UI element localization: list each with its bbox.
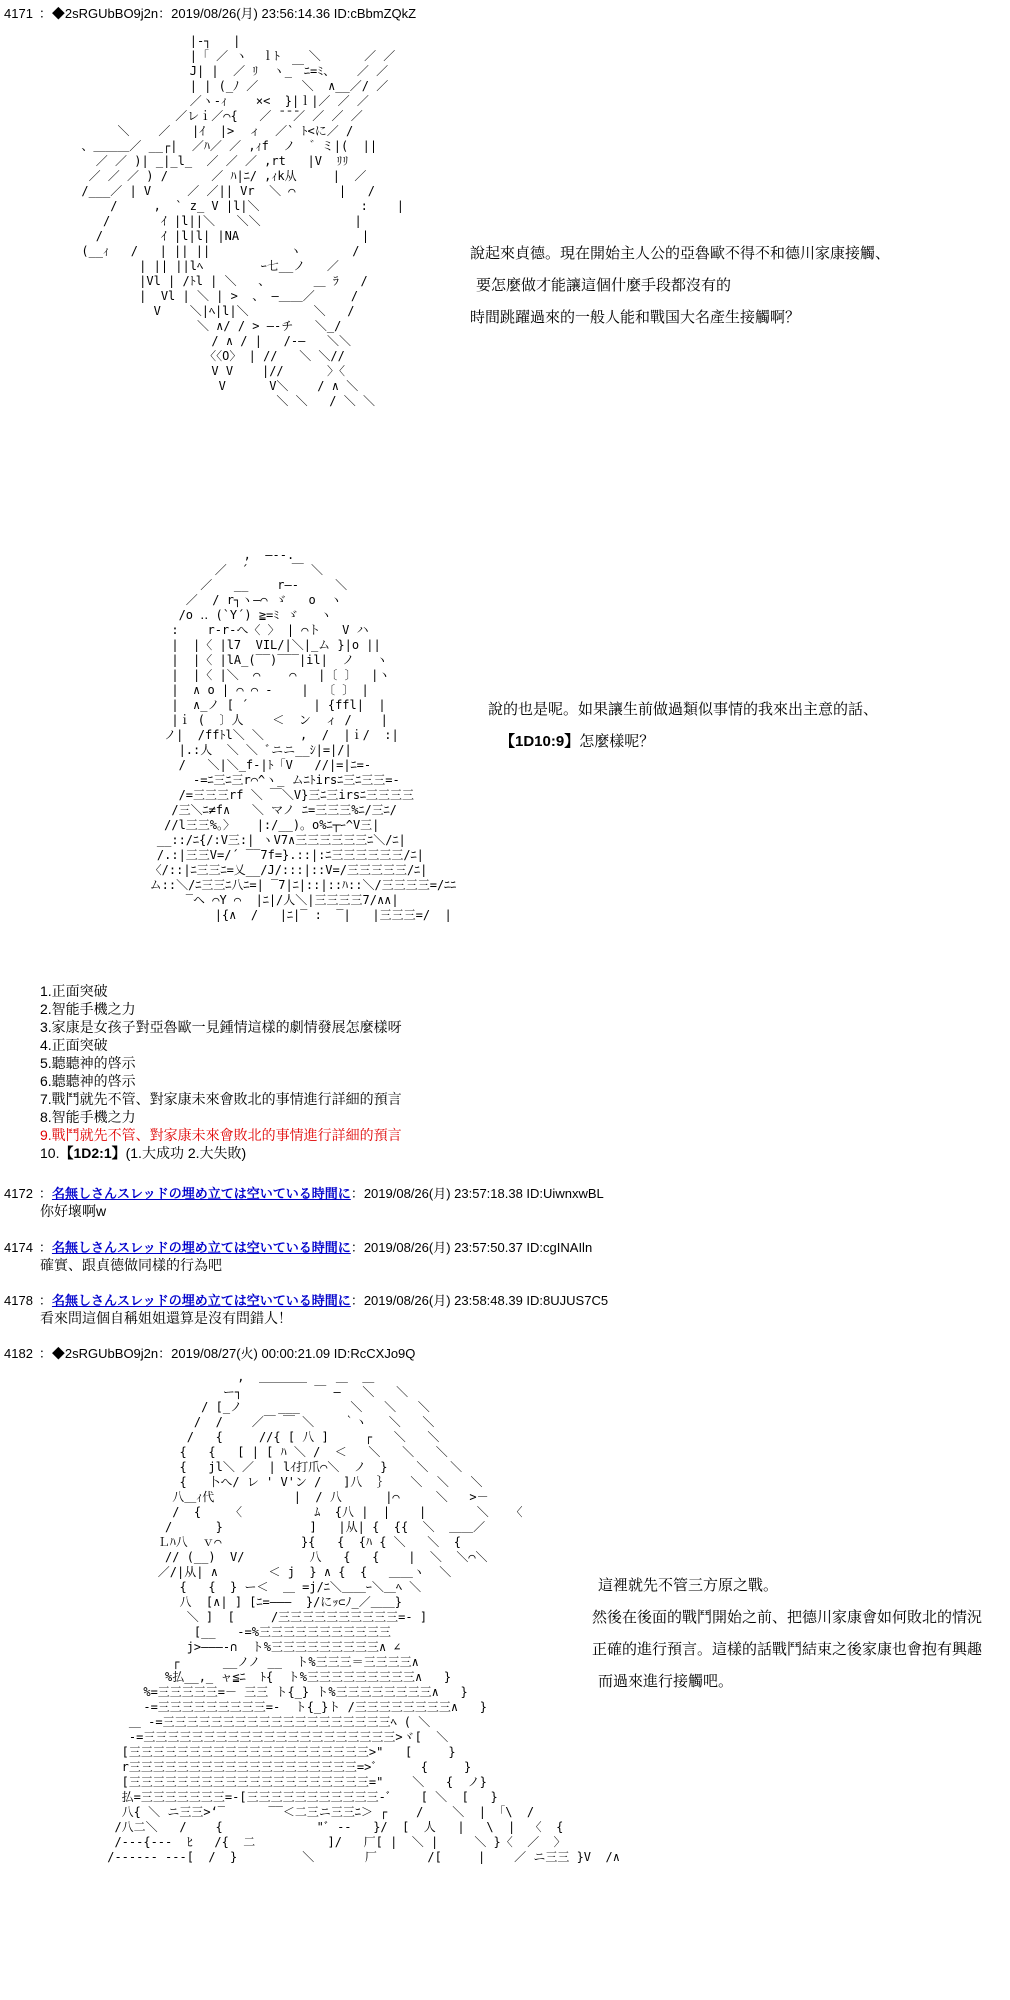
choice-list bbox=[40, 982, 402, 1162]
dialog-jeanne-answer bbox=[488, 694, 878, 758]
dialog-line: 然後在後面的戰鬥開始之前、把德川家康會如何敗北的情況 bbox=[592, 1609, 983, 1626]
post-number[interactable]: 4178 bbox=[4, 1293, 33, 1308]
dialog-jeanne-question bbox=[470, 238, 890, 334]
post-header-4174: 4174 ：名無しさんスレッドの埋め立ては空いている時間に：2019/08/26(月) 23:57:50.37 ID:cgINAIln bbox=[4, 1240, 593, 1255]
post-number[interactable]: 4172 bbox=[4, 1186, 33, 1201]
reply-body: 你好壞啊w bbox=[40, 1203, 107, 1219]
poster-name-link[interactable]: 名無しさんスレッドの埋め立ては空いている時間に bbox=[51, 1240, 351, 1255]
choice-item: 7.戰鬥就先不管、對家康未來會敗北的事情進行詳細的預言 bbox=[40, 1091, 402, 1107]
choice-item-selected: 9.戰鬥就先不管、對家康未來會敗北的事情進行詳細的預言 bbox=[40, 1127, 402, 1143]
poster-name-link[interactable]: 名無しさんスレッドの埋め立ては空いている時間に bbox=[51, 1186, 351, 1201]
dialog-line: 說起來貞德。現在開始主人公的亞魯歐不得不和德川家康接觸、 bbox=[470, 245, 891, 262]
choice-item: 1.正面突破 bbox=[40, 983, 108, 999]
choice-item: 4.正面突破 bbox=[40, 1037, 108, 1053]
ascii-art-character-1: |-┐ | |「 ／ ヽ ｌﾄ ＼ ／ ／ J| | ／ ﾘ ヽ_￣ﾆ=ﾐ、 ／ ／ | | (_ﾉ ／ ＼ ∧__／/ ／ ／ヽ-ｨ ×< }|ｌ|／ ／ ／ ／レｉ／⌒{ ／ ̄ ̄ ̄／ ／ ／ ／ ＼ ／ |ｲ |> ィ ／` ﾄ<に／ / 、＿＿＿／ __┌| ／ﾊ／ ／ ,ｨf ノ ゛ミ|( || ／ ／ )| _|_l_ ／ ／ ／ ,rt |V ﾘﾘ ／ ／ ／ ) / ／ ﾊ|ﾆ/ ,ｨk从 | ／ /___／ | V ／ ／|| Vr ＼ ⌒ | / / , ` z_ V |l|＼ : | / ｲ |l||＼ ＼＼ | / ｲ |l|l| |NA | (__ｨ / | || || ヽ / | || ||lﾍ ｰ七__ノ ／ |Vl | /ﾄl | ＼ 、 ＿ ﾗ / | Vl | ＼ | > 、 ―＿＿／ / V ＼|ﾍ|l|＼ ＼ / ＼ ∧/ / > ―-チ ＼_/ / ∧ / | /‐― ＼＼ 〈〈O〉 | // ＼ ＼// V V |// 〉〈 V V＼ / ∧ ＼ ＼ ＼ / ＼ ＼ bbox=[81, 34, 405, 408]
post-number[interactable]: 4171 bbox=[4, 6, 33, 21]
post-header-4172: 4172 ：名無しさんスレッドの埋め立ては空いている時間に：2019/08/26(月) 23:57:18.38 ID:UiwnxwBL bbox=[4, 1186, 604, 1201]
dialog-prophecy-plan bbox=[592, 1570, 982, 1698]
post-date: ：2019/08/27(火) 00:00:21.09 ID:RcCXJo9Q bbox=[158, 1346, 416, 1361]
choice-item: 3.家康是女孩子對亞魯歐一見鍾情這樣的劇情發展怎麼樣呀 bbox=[40, 1019, 402, 1035]
dialog-line: 這裡就先不管三方原之戰。 bbox=[598, 1577, 779, 1594]
post-date: ：2019/08/26(月) 23:58:48.39 ID:8UJUS7C5 bbox=[350, 1293, 609, 1308]
dialog-line: 要怎麼做才能讓這個什麼手段都沒有的 bbox=[476, 277, 732, 294]
reply-body: 確實、跟貞德做同樣的行為吧 bbox=[40, 1257, 222, 1273]
reply-body: 看來問這個自稱姐姐還算是沒有問錯人！ bbox=[40, 1310, 292, 1326]
ascii-art-character-3: , ＿＿＿＿ ＿ ＿ ー┐ ￣ ― ＼ ＼ / [_ノ ___ ＼ ＼ ＼ / / ／￣ ￣ ＼ ｀ヽ ＼ ＼ / { //{ [ 八 ] ┌ ＼ ＼ { { [ | [ ﾊ ＼ / ＜ ＼ ＼ ＼ { jl＼ ／ | lｲ打爪⌒＼ ノ } ＼ ＼ { 卜へ/ レ ' V'ン / ]八 ｝ ＼ ＼ ＼ 八＿ｨ代 | / 八 |⌒ ＼ >－ / { 〈 ﾑ {八 | | | ＼ 〈 / } ] |从| { {{ ＼ ＿＿／ Ｌﾊ八 ｖ⌒ }{ { {ﾊ { ＼ ＼ { // (__) V/ 八 { { | ＼ ＼⌒＼ ／/|从| ∧ ＜ j } ∧ { { ＿＿ヽ ＼ { { } ー＜ ＿ =j/ﾆ＼＿＿ｰ＼＿ﾍ ＼ 八 [∧| ] [ﾆ=――― }/にｯ⊂ﾉ_／＿＿} ＼ ] [ /三三三三三三三三三三=- ] [__ -=%三三三三三三三三三三三 j>―――‐∩ ト%三三三三三三三三三∧ ∠ ┌ __ノノ __ ト%三三三＝三三三三∧ %払__,_ ャ≦ﾆ ﾄ{ ト%三三三三三三三三三∧ } %=三三三三三=－ 三三 ト{_} ト%三三三三三三三三∧ } -=三三三三三三三三三=- ト{_}ト /三三三三三三三三∧ } ＿ -=三三三三三三三三三三三三三三三三三三三ﾍ ( ＼ ‐=三三三三三三三三三三三三三三三三三三三三三>ヾ[ ＼ [三三三三三三三三三三三三三三三三三三三三>" [ } r三三三三三三三三三三三三三三三三三三三=>ﾞ { } [三三三三三三三三三三三三三三三三三三三三=" ＼ { ノ} 払=三三三三三三三=-[三三三三三三三三三三三-ﾞ [ ＼ [ } 八{ ＼ ニ三三>‘‾ ‾‾＜二三ニ三三ﾆ＞ ┌ / ＼ | 「\ / /八二＼ / { "ﾞ ‐‐ }/ [ 人 | \ | 〈 { /---{--- ﾋ /{ 二 ]/ 厂[ | ＼ | ＼ }〈 ／ 〉 /------ ---[ / } ＼ 厂 /[ | ／ ニ三三 }V /∧ bbox=[107, 1370, 620, 1864]
dialog-line: 正確的進行預言。這樣的話戰鬥結束之後家康也會抱有興趣 bbox=[592, 1641, 983, 1658]
post-date: ：2019/08/26(月) 23:57:18.38 ID:UiwnxwBL bbox=[350, 1186, 604, 1201]
ascii-art-character-2: , ―-‐. ／ ´ ￣ ＼ ／ __ r―- ＼ ／ / r┐ヽ―⌒ ゞ o ヽ /o ‥ (`Y´) ≧=ﾐ ゞ ヽ : r‐r-へ〈 〉 | ⌒ト V ハ | |〈 |l7 VIL/|＼|_ム }|o || | |〈 |lA_(‾‾)‾‾‾|il| ノ ヽ | |〈 |＼ ⌒ ⌒ |〔 〕 |ヽ | ∧ o | ⌒ ⌒ ‐ | 〔 〕 | | ∧_ノ [ ´ | {ffl| | |ｉ ( 〕人 ＜ ン ィ / | ノ| /ffﾄl＼ ＼ , / |ｉ/ :| |.:人 ＼ ＼ ﾞニニ__ｼ|=|/| / ＼|＼_f‐|ﾄ「V //|=|ﾆ=- -=ﾆ三ﾆ三r⌒^ヽ_ ムﾆﾄirsﾆ三ﾆ三三=- /=三三三rf ＼ ￣＼V}三ﾆ三irsﾆ三三三三 /三＼ﾆ≠f∧ ＼ マノ ﾆ=三三三%ﾆ/三ﾆ/ //l三三%。〉 |:/__)。o%ﾆ┬ｰ^V三| __::/ﾆ{/:V三:| ヽV7∧三三三三三三ﾆ＼/ﾆ| /.:|三三V=/´ ‾‾7f=}.::|:ﾆ三三三三三三/ﾆ| 〈/::|ﾆ三三ﾆ=乂__/J/:::|::V=/三三三三三/ﾆ| ム::＼/ﾆ三三ﾆ八ﾆ=| ‾7|ﾆ|::|::ﾊ::＼/三三三三=/ﾆﾆ ‾ヘ ⌒Y ⌒ |ﾆ|/人＼|三三三三7/∧∧| |{∧ / |ﾆ|‾ : ‾| |三三三=/ | bbox=[149, 548, 457, 922]
post-header-4182 bbox=[4, 1343, 415, 1362]
dialog-line: 說的也是呢。如果讓生前做過類似事情的我來出主意的話、 bbox=[488, 701, 879, 718]
choice-item-dice: 10.【1D2:1】(1.大成功 2.大失敗) bbox=[40, 1145, 247, 1161]
post-trip: ：◆2sRGUbBO9j2n bbox=[38, 1346, 159, 1361]
dialog-line bbox=[488, 726, 878, 758]
dice-roll: 【1D10:9】 bbox=[500, 733, 580, 750]
dice-roll: 【1D2:1】 bbox=[59, 1145, 126, 1161]
post-header-4178: 4178 ：名無しさんスレッドの埋め立ては空いている時間に：2019/08/26(月) 23:58:48.39 ID:8UJUS7C5 bbox=[4, 1293, 609, 1308]
dialog-line: 而過來進行接觸吧。 bbox=[598, 1673, 734, 1690]
post-trip: ：◆2sRGUbBO9j2n bbox=[38, 6, 159, 21]
post-date: ：2019/08/26(月) 23:56:14.36 ID:cBbmZQkZ bbox=[158, 6, 417, 21]
poster-name-link[interactable]: 名無しさんスレッドの埋め立ては空いている時間に bbox=[51, 1293, 351, 1308]
choice-item: 2.智能手機之力 bbox=[40, 1001, 136, 1017]
post-number[interactable]: 4174 bbox=[4, 1240, 33, 1255]
post-header-4171 bbox=[4, 3, 416, 22]
choice-item: 6.聽聽神的啓示 bbox=[40, 1073, 136, 1089]
post-date: ：2019/08/26(月) 23:57:50.37 ID:cgINAIln bbox=[350, 1240, 593, 1255]
post-number[interactable]: 4182 bbox=[4, 1346, 33, 1361]
choice-item: 5.聽聽神的啓示 bbox=[40, 1055, 136, 1071]
choice-item: 8.智能手機之力 bbox=[40, 1109, 136, 1125]
dialog-line: 時間跳躍過來的一般人能和戰国大名產生接觸啊？ bbox=[470, 309, 801, 326]
dialog-text: 怎麼樣呢？ bbox=[579, 733, 655, 750]
